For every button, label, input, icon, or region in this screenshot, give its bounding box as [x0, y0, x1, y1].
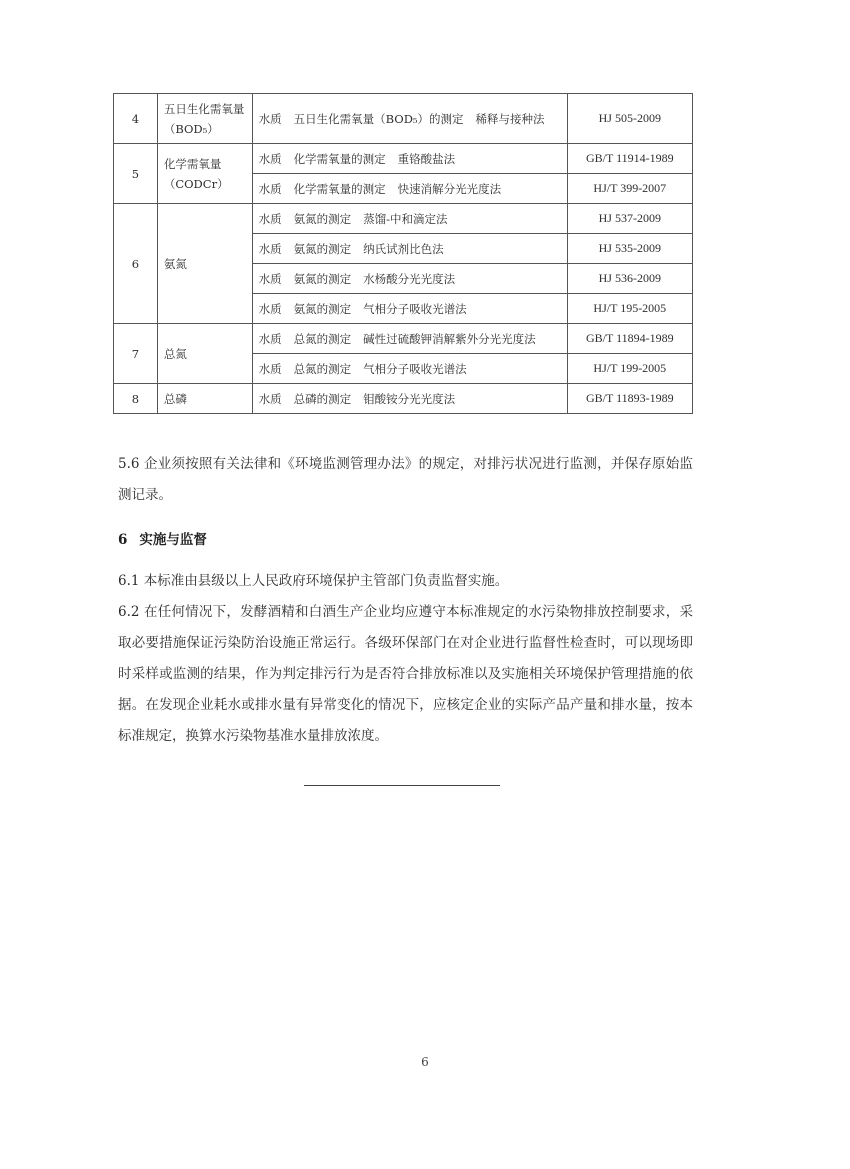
method-part: 重铬酸盐法: [397, 151, 456, 166]
method-part: 水质: [258, 361, 282, 376]
method-name: [252, 354, 567, 384]
item-line: 总磷: [163, 391, 187, 406]
method-name: [252, 324, 567, 354]
item-line: 化学需氧量: [163, 156, 222, 171]
method-part: 碱性过硫酸钾消解紫外分光光度法: [363, 331, 536, 346]
method-part: 气相分子吸收光谱法: [363, 361, 467, 376]
standard-number: HJ 535-2009: [567, 234, 692, 264]
section-heading: [118, 528, 207, 548]
item-line: （BOD₅）: [163, 121, 219, 136]
standard-number: GB/T 11914-1989: [567, 144, 692, 174]
method-name: [252, 234, 567, 264]
method-part: 五日生化需氧量（BOD₅）的测定: [293, 111, 464, 126]
method-name: [252, 264, 567, 294]
standard-number: HJ/T 199-2005: [567, 354, 692, 384]
method-name: [252, 384, 567, 414]
pollutant-item: [157, 384, 252, 414]
standards-table: [113, 93, 693, 414]
standard-number: GB/T 11893-1989: [567, 384, 692, 414]
method-part: 氨氮的测定: [293, 241, 352, 256]
method-part: 总氮的测定: [293, 331, 352, 346]
section-number: 6: [118, 532, 128, 548]
pollutant-item: [157, 324, 252, 384]
method-name: [252, 204, 567, 234]
standard-number: HJ 536-2009: [567, 264, 692, 294]
method-part: 化学需氧量的测定: [293, 151, 386, 166]
paragraph-6-1: 6.1 本标准由县级以上人民政府环境保护主管部门负责监督实施。: [118, 573, 509, 589]
row-number: 6: [114, 204, 158, 324]
standard-number: HJ 537-2009: [567, 204, 692, 234]
method-name: [252, 94, 567, 144]
standard-number: HJ/T 399-2007: [567, 174, 692, 204]
method-part: 水质: [258, 211, 282, 226]
method-part: 水质: [258, 301, 282, 316]
item-line: 氨氮: [163, 256, 187, 271]
paragraph-5-6: 5.6 企业须按照有关法律和《环境监测管理办法》的规定，对排污状况进行监测，并保存原始监测记录。: [118, 456, 693, 503]
method-part: 水质: [258, 151, 282, 166]
method-part: 水质: [258, 391, 282, 406]
end-divider: [304, 785, 500, 786]
row-number: 4: [114, 94, 158, 144]
method-name: [252, 174, 567, 204]
method-part: 氨氮的测定: [293, 301, 352, 316]
method-part: 纳氏试剂比色法: [363, 241, 444, 256]
table-row: [114, 384, 693, 414]
method-name: [252, 294, 567, 324]
method-part: 总磷的测定: [293, 391, 352, 406]
standard-number: HJ 505-2009: [567, 94, 692, 144]
item-line: （CODCr）: [163, 176, 229, 191]
standard-number: HJ/T 195-2005: [567, 294, 692, 324]
table-row: [114, 144, 693, 174]
method-part: 稀释与接种法: [475, 111, 545, 126]
item-line: 五日生化需氧量: [163, 101, 245, 116]
method-part: 总氮的测定: [293, 361, 352, 376]
method-part: 水质: [258, 271, 282, 286]
method-part: 氨氮的测定: [293, 211, 352, 226]
method-part: 水质: [258, 111, 282, 126]
paragraph-6-2: 6.2 在任何情况下，发酵酒精和白酒生产企业均应遵守本标准规定的水污染物排放控制要求，采取必要措施保证污染防治设施正常运行。各级环保部门在对企业进行监督性检查时，可以现场即时采样或监测的结果，作为判定排污行为是否符合排放标准以及实施相关环境保护管理措施的依据。在发现企业耗水或排水量有异常变化的情况下，应核定企业的实际产品产量和排水量，按本标准规定，换算水污染物基准水量排放浓度。: [118, 604, 693, 744]
method-part: 水质: [258, 181, 282, 196]
pollutant-item: [157, 94, 252, 144]
pollutant-item: [157, 204, 252, 324]
item-line: 总氮: [163, 346, 187, 361]
table-row: [114, 94, 693, 144]
standard-number: GB/T 11894-1989: [567, 324, 692, 354]
table-row: [114, 324, 693, 354]
page-number: 6: [421, 1055, 429, 1069]
method-part: 钼酸铵分光光度法: [363, 391, 456, 406]
method-name: [252, 144, 567, 174]
method-part: 水质: [258, 331, 282, 346]
row-number: 8: [114, 384, 158, 414]
row-number: 5: [114, 144, 158, 204]
table-row: [114, 204, 693, 234]
section-title: 实施与监督: [139, 532, 207, 548]
method-part: 水质: [258, 241, 282, 256]
method-part: 蒸馏-中和滴定法: [363, 211, 448, 226]
row-number: 7: [114, 324, 158, 384]
method-part: 氨氮的测定: [293, 271, 352, 286]
method-part: 快速消解分光光度法: [397, 181, 502, 196]
method-part: 气相分子吸收光谱法: [363, 301, 467, 316]
method-part: 水杨酸分光光度法: [363, 271, 456, 286]
method-part: 化学需氧量的测定: [293, 181, 386, 196]
pollutant-item: [157, 144, 252, 204]
